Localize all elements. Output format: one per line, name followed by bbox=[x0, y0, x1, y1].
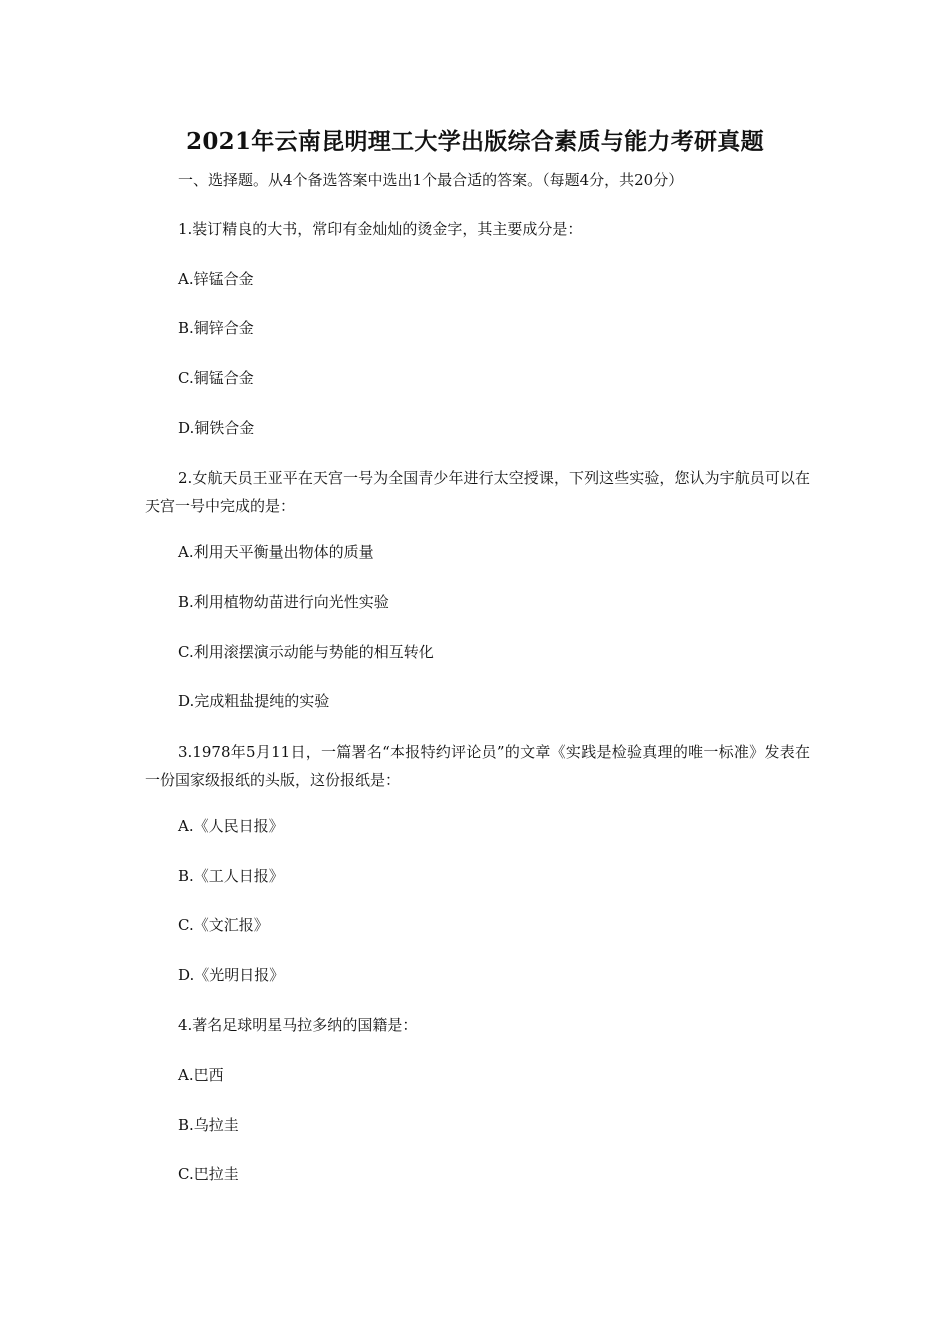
section-heading: 一、选择题。从4个备选答案中选出1个最合适的答案。（每题4分，共20分） bbox=[178, 171, 684, 189]
question-2-option-d: D.完成粗盐提纯的实验 bbox=[178, 692, 330, 710]
question-1-option-b: B.铜锌合金 bbox=[178, 319, 254, 337]
question-3-option-c: C.《文汇报》 bbox=[178, 916, 269, 934]
question-1-stem: 1.装订精良的大书，常印有金灿灿的烫金字，其主要成分是： bbox=[178, 220, 583, 238]
question-4-option-c: C.巴拉圭 bbox=[178, 1165, 239, 1183]
document-title: 2021年云南昆明理工大学出版综合素质与能力考研真题 bbox=[186, 128, 764, 155]
question-3-option-d: D.《光明日报》 bbox=[178, 966, 285, 984]
question-2-option-c: C.利用滚摆演示动能与势能的相互转化 bbox=[178, 643, 434, 661]
question-1-option-c: C.铜锰合金 bbox=[178, 369, 254, 387]
question-1-option-a: A.锌锰合金 bbox=[178, 270, 254, 288]
question-2-stem: 2.女航天员王亚平在天宫一号为全国青少年进行太空授课，下列这些实验，您认为宇航员可以在天宫一号中完成的是： bbox=[145, 469, 810, 515]
question-4-option-a: A.巴西 bbox=[178, 1066, 224, 1084]
question-3-stem: 3.1978年5月11日，一篇署名“本报特约评论员”的文章《实践是检验真理的唯一标准》发表在一份国家级报纸的头版，这份报纸是： bbox=[145, 743, 810, 789]
question-2-option-a: A.利用天平衡量出物体的质量 bbox=[178, 543, 374, 561]
question-3-option-a: A.《人民日报》 bbox=[178, 817, 284, 835]
question-3-option-b: B.《工人日报》 bbox=[178, 867, 284, 885]
question-1-option-d: D.铜铁合金 bbox=[178, 419, 255, 437]
question-2-option-b: B.利用植物幼苗进行向光性实验 bbox=[178, 593, 389, 611]
question-4-stem: 4.著名足球明星马拉多纳的国籍是： bbox=[178, 1016, 418, 1034]
question-4-option-b: B.乌拉圭 bbox=[178, 1116, 239, 1134]
